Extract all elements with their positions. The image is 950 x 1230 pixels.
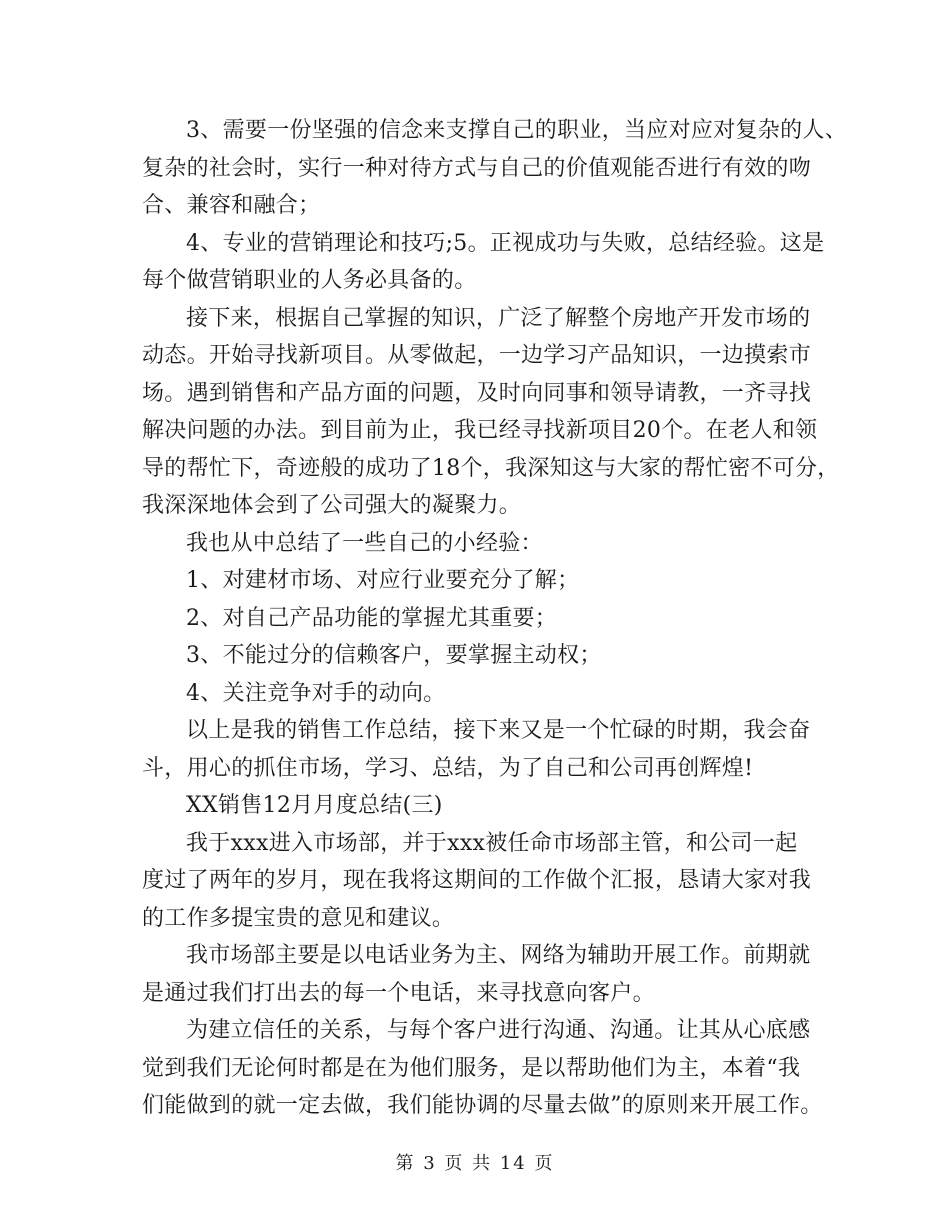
text-line: 我市场部主要是以电话业务为主、网络为辅助开展工作。前期就 [186, 943, 811, 968]
text-line: 复杂的社会时，实行一种对待方式与自己的价值观能否进行有效的吻 [142, 155, 812, 181]
text-line: 我于xxx进入市场部，并于xxx被任命市场部主管，和公司一起 [186, 830, 798, 856]
text-line: 我也从中总结了一些自己的小经验： [186, 530, 543, 556]
text-line: 斗，用心的抓住市场，学习、总结，为了自己和公司再创辉煌! [142, 755, 754, 781]
list-item: 4、关注竞争对手的动向。 [186, 680, 446, 706]
text-line: 解决问题的办法。到目前为止，我已经寻找新项目20个。在老人和领 [142, 418, 818, 443]
section-heading: XX销售12月月度总结(三) [186, 793, 443, 818]
text-line: 觉到我们无论何时都是在为他们服务，是以帮助他们为主，本着“我 [142, 1055, 801, 1081]
text-line: 的工作多提宝贵的意见和建议。 [142, 905, 455, 931]
document-body [142, 112, 847, 1125]
text-line: 场。遇到销售和产品方面的问题，及时向同事和领导请教，一齐寻找 [142, 380, 812, 406]
text-line: 我深深地体会到了公司强大的凝聚力。 [142, 493, 522, 518]
text-line: 接下来，根据自己掌握的知识，广泛了解整个房地产开发市场的 [186, 305, 811, 331]
text-line: 每个做营销职业的人务必具备的。 [142, 268, 477, 293]
list-item: 2、对自己产品功能的掌握尤其重要； [186, 605, 558, 631]
text-line: 动态。开始寻找新项目。从零做起，一边学习产品知识，一边摸索市 [142, 343, 812, 368]
text-line: 合、兼容和融合； [142, 193, 321, 218]
text-line: 是通过我们打出去的每一个电话，来寻找意向客户。 [142, 980, 655, 1006]
list-item: 3、不能过分的信赖客户，要掌握主动权； [186, 643, 602, 668]
text-line: 4、专业的营销理论和技巧;5。正视成功与失败，总结经验。这是 [186, 230, 825, 256]
text-line: 为建立信任的关系，与每个客户进行沟通、沟通。让其从心底感 [186, 1018, 811, 1043]
text-line: 们能做到的就一定去做，我们能协调的尽量去做”的原则来开展工作。 [142, 1093, 823, 1118]
text-line: 导的帮忙下，奇迹般的成功了18个，我深知这与大家的帮忙密不可分， [142, 455, 840, 481]
text-line: 3、需要一份坚强的信念来支撑自己的职业，当应对应对复杂的人、 [186, 118, 847, 143]
page-number-footer: 第 3 页 共 14 页 [395, 1153, 555, 1174]
text-line: 以上是我的销售工作总结，接下来又是一个忙碌的时期，我会奋 [186, 718, 811, 743]
text-line: 度过了两年的岁月，现在我将这期间的工作做个汇报，恳请大家对我 [142, 868, 812, 893]
list-item: 1、对建材市场、对应行业要充分了解； [186, 568, 580, 593]
